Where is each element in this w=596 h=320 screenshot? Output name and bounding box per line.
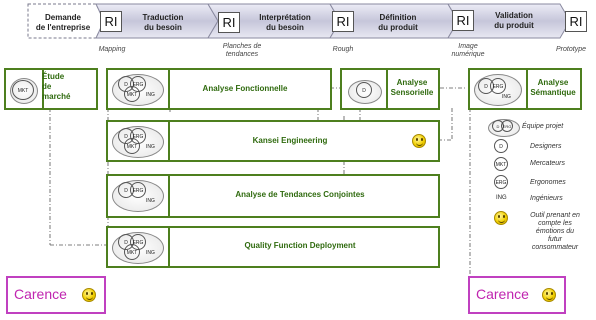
- team-erg-icon: ERG: [130, 182, 146, 198]
- label-definition: Définition du produit: [378, 13, 418, 32]
- title-analyse-sensorielle: Analyse Sensorielle: [390, 78, 434, 97]
- legend-team-d-icon: D: [492, 120, 504, 132]
- team-ing-tag: ING: [146, 250, 155, 256]
- team-d-icon: D: [118, 234, 134, 250]
- team-erg-icon: ERG: [130, 128, 146, 144]
- label-validation: Validation du produit: [494, 11, 534, 30]
- output-prototype: Prototype: [556, 46, 586, 53]
- team-ing-tag: ING: [146, 144, 155, 150]
- label-traduction: Traduction du besoin: [142, 13, 184, 32]
- legend-ergonomes: Ergonomes: [530, 179, 566, 186]
- team-ing-tag: ING: [146, 198, 155, 204]
- ri-box-5: RI: [565, 11, 587, 32]
- ri-box-1: RI: [100, 11, 122, 32]
- smiley-icon-kansei: [412, 134, 426, 148]
- legend-smiley-icon: [494, 211, 508, 225]
- team-mkt-icon: MKT: [124, 86, 140, 102]
- carence-label-left: Carence: [14, 286, 67, 302]
- team-d-icon: D: [118, 76, 134, 92]
- output-planches: Planches de tendances: [222, 43, 262, 58]
- team-d-icon: D: [118, 182, 134, 198]
- team-ing-tag: ING: [146, 92, 155, 98]
- title-qfd: Quality Function Deployment: [244, 241, 356, 250]
- title-etude-marche: Étude de marché: [42, 72, 71, 101]
- team-ing-tag: ING: [502, 94, 511, 100]
- team-d-icon: D: [118, 128, 134, 144]
- legend-outil: Outil prenant en compte les émotions du futur consommateur: [530, 212, 580, 251]
- legend-mkt-icon: MKT: [494, 157, 508, 171]
- output-image: Image numérique: [451, 43, 485, 58]
- label-interpretation: Interprétation du besoin: [259, 13, 311, 32]
- ri-box-4: RI: [452, 10, 474, 31]
- team-erg-icon: ERG: [130, 234, 146, 250]
- output-rough: Rough: [332, 46, 354, 53]
- output-mapping: Mapping: [98, 46, 126, 53]
- legend-erg-icon: ERG: [494, 175, 508, 189]
- mkt-icon: MKT: [12, 80, 34, 100]
- title-tendances: Analyse de Tendances Conjointes: [235, 190, 365, 199]
- legend-equipe: Équipe projet: [522, 123, 564, 130]
- title-analyse-semantique: Analyse Sémantique: [530, 78, 576, 97]
- legend-ingenieurs: Ingénieurs: [530, 195, 563, 202]
- label-demande: Demande de l'entreprise: [35, 13, 91, 32]
- legend-designer-icon: D: [494, 139, 508, 153]
- team-d-icon: D: [478, 78, 494, 94]
- title-analyse-fonctionnelle: Analyse Fonctionnelle: [202, 84, 288, 93]
- carence-label-right: Carence: [476, 286, 529, 302]
- legend-mercateurs: Mercateurs: [530, 160, 566, 167]
- designer-icon: D: [356, 82, 372, 98]
- ri-box-2: RI: [218, 12, 240, 33]
- title-kansei: Kansei Engineering: [252, 136, 328, 145]
- smiley-icon-carence-left: [82, 288, 96, 302]
- ri-box-3: RI: [332, 11, 354, 32]
- team-mkt-icon: MKT: [124, 138, 140, 154]
- legend-designers: Designers: [530, 143, 562, 150]
- legend-ing-tag: ING: [496, 195, 507, 201]
- smiley-icon-carence-right: [542, 288, 556, 302]
- legend-team-erg-icon: ERG: [501, 120, 513, 132]
- team-erg-icon: ERG: [130, 76, 146, 92]
- team-erg-icon: ERG: [490, 78, 506, 94]
- team-mkt-icon: MKT: [124, 244, 140, 260]
